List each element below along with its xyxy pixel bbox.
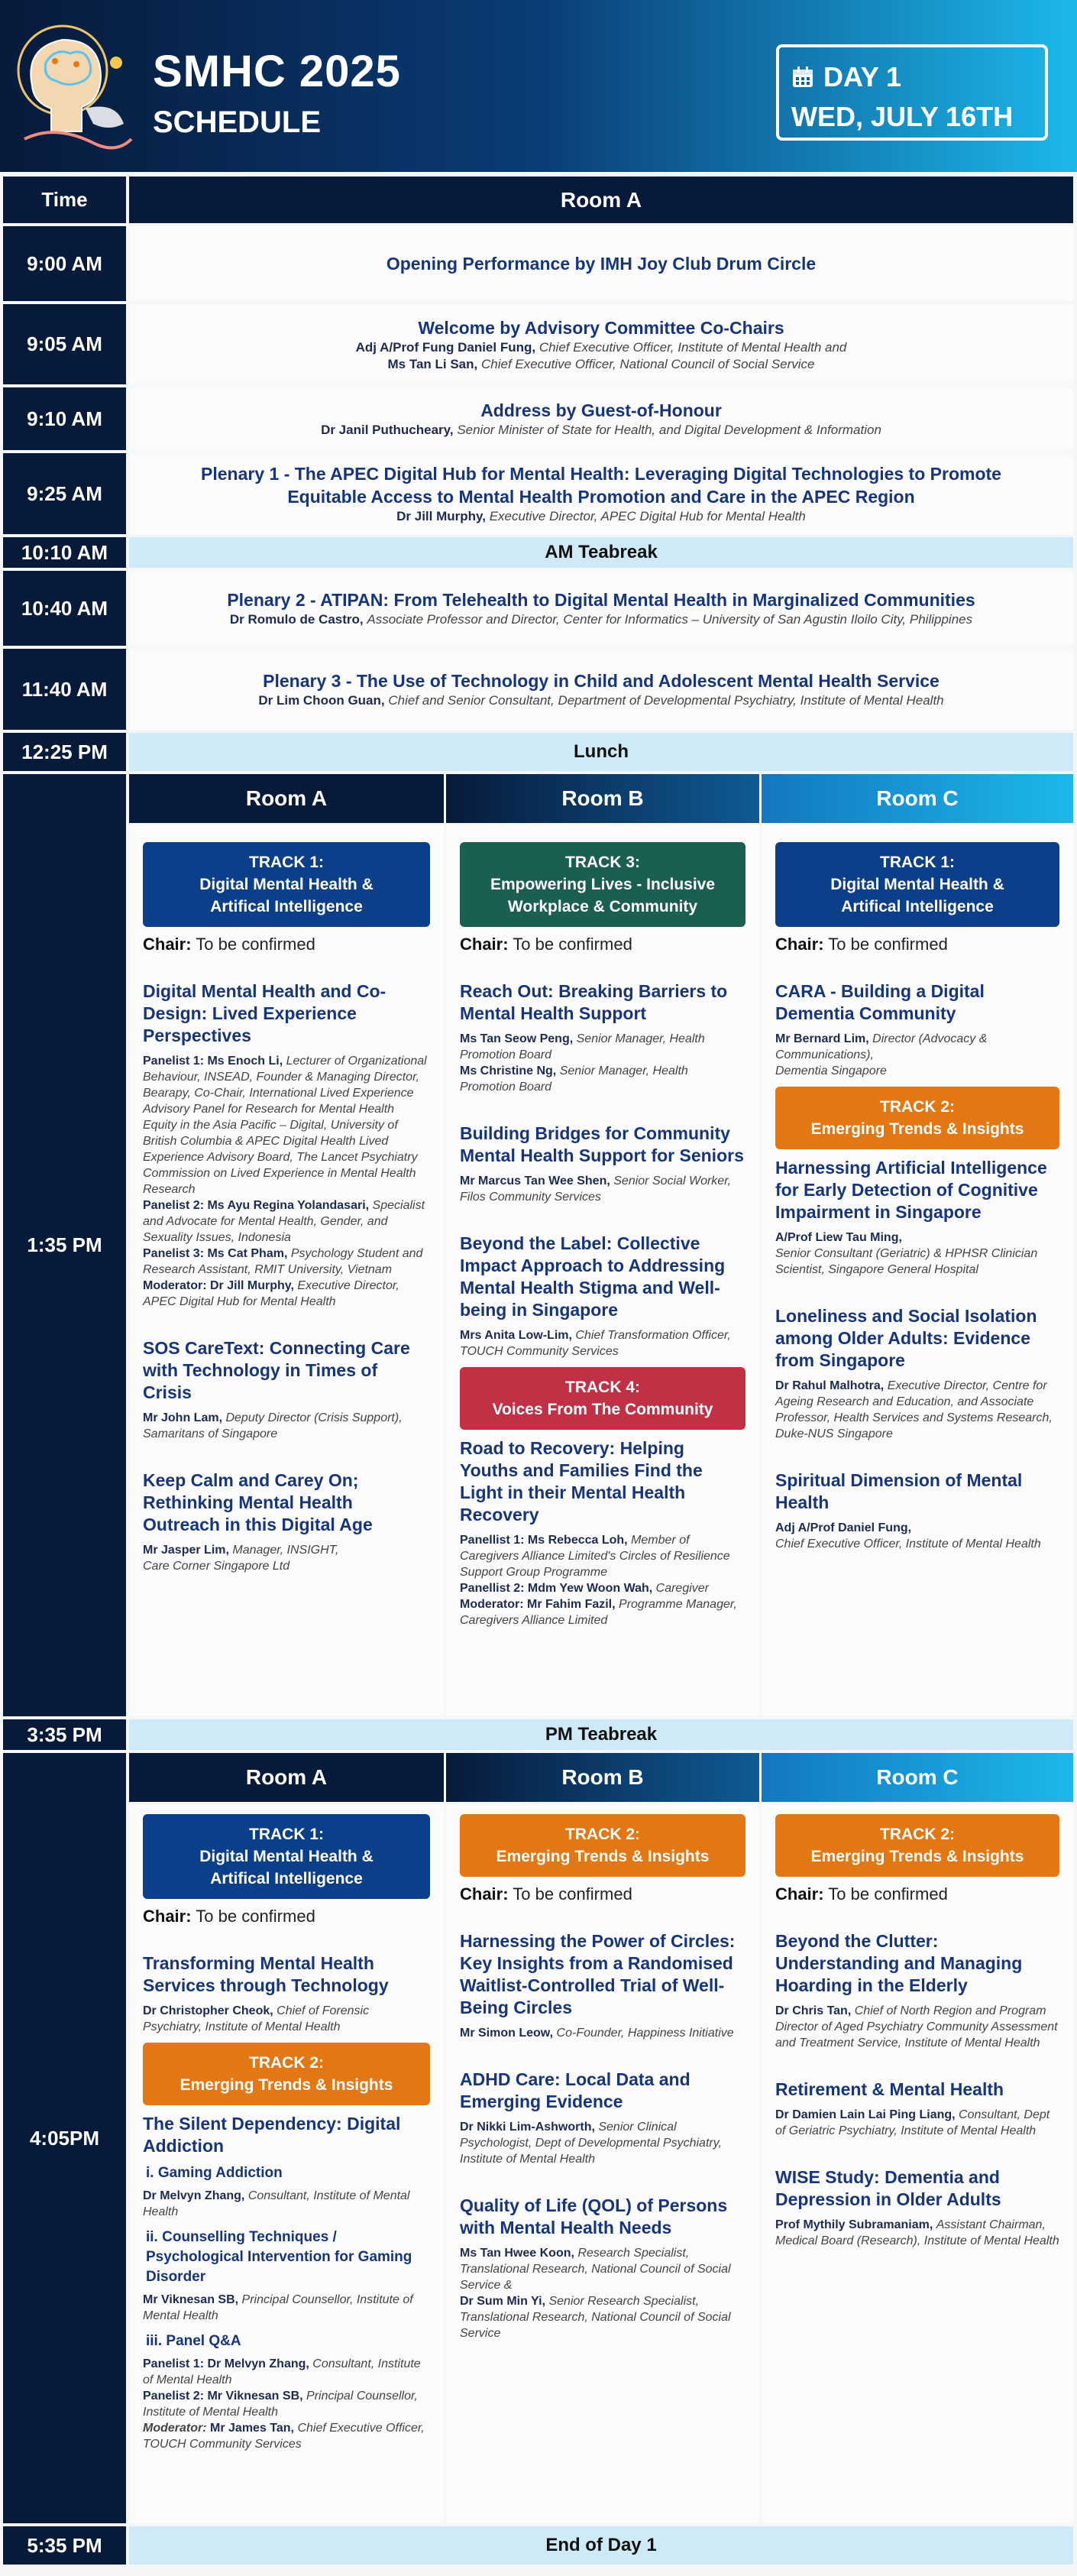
speaker-name: Mr Jasper Lim,: [143, 1544, 229, 1557]
break-label: Lunch: [574, 741, 629, 762]
session1-room-a: [129, 825, 444, 1716]
speaker-name: Ms Christine Ng,: [460, 1064, 557, 1077]
lunch-break: [129, 733, 1073, 771]
room-c-header: Room C: [762, 774, 1073, 823]
speaker-block: [143, 2188, 430, 2220]
page-subtitle: SCHEDULE: [153, 105, 322, 139]
speaker-org: Filos Community Services: [460, 1191, 601, 1204]
speaker-line: [356, 339, 847, 356]
subtopic-title: i. Gaming Addiction: [146, 2165, 283, 2181]
talk-title: Digital Mental Health and Co-Design: Lived Experience Perspectives: [143, 981, 386, 1045]
chair-label: Chair:: [775, 1884, 824, 1904]
time-1735: 5:35 PM: [3, 2526, 126, 2565]
room-header-label: Room A: [560, 187, 642, 212]
end-of-day: [129, 2526, 1073, 2565]
session2-room-b: [446, 1805, 759, 2523]
speaker-role: Chief Executive Officer, Institute of Mental Health: [775, 1537, 1041, 1550]
panelist-role: Member of Caregivers Alliance Limited's Circles of Resilience Support Group Programme: [460, 1534, 730, 1579]
day-label: DAY 1: [823, 61, 902, 92]
speaker-role: Senior Minister of State for Health, and Digital Development & Information: [457, 423, 881, 437]
session2-room-a: [129, 1805, 444, 2523]
speaker-role: Chief of Forensic Psychiatry, Institute of Mental Health: [143, 2004, 370, 2033]
talk-title: Loneliness and Social Isolation among Older Adults: Evidence from Singapore: [775, 1306, 1037, 1370]
speaker-role: Consultant, Institute of Mental Health: [143, 2189, 410, 2218]
speaker-block: [775, 1230, 1059, 1278]
session1-room-b: [446, 825, 759, 1716]
calendar-icon: [791, 66, 814, 89]
page-title: SMHC 2025: [153, 47, 401, 96]
chair-value: To be confirmed: [196, 935, 315, 954]
panelist-name: Panelist 1: Dr Melvyn Zhang,: [143, 2357, 309, 2370]
room-a-header: Room A: [129, 1753, 444, 1802]
speaker-role: Senior Manager, Health Promotion Board: [460, 1032, 705, 1061]
room-a-header: Room A: [129, 774, 444, 823]
speaker-block: [143, 2356, 430, 2452]
chair-value: To be confirmed: [513, 1884, 632, 1904]
speaker-line: [321, 422, 881, 439]
speaker-role: Executive Director, APEC Digital Hub for Mental Health: [489, 509, 806, 523]
speaker-name: Dr Christopher Cheok,: [143, 2004, 273, 2017]
time-0925: 9:25 AM: [3, 453, 126, 534]
time-0905: 9:05 AM: [3, 304, 126, 384]
speaker-block: [775, 1031, 1059, 1079]
speaker-name: Mr Simon Leow,: [460, 2027, 554, 2040]
room-b-header: Room B: [446, 1753, 759, 1802]
speaker-block: [460, 2245, 745, 2341]
speaker-name: Dr Lim Choon Guan,: [258, 693, 385, 708]
speaker-role: Chief Executive Officer, National Council of Social Service: [480, 356, 815, 371]
speaker-org: Dementia Singapore: [775, 1064, 887, 1077]
speaker-name: Mr Marcus Tan Wee Shen,: [460, 1175, 610, 1188]
subtopic-title: iii. Panel Q&A: [146, 2333, 241, 2349]
speaker-org: Care Corner Singapore Ltd: [143, 1560, 290, 1573]
panelist-role: Caregiver: [655, 1582, 709, 1595]
speaker-line: [230, 611, 972, 628]
speaker-name: Ms Tan Seow Peng,: [460, 1032, 574, 1045]
speaker-block: [460, 1532, 745, 1628]
talk-title: SOS CareText: Connecting Care with Technology in Times of Crisis: [143, 1338, 410, 1402]
speaker-role: Chief of North Region and Program Director of Aged Psychiatry Community Assessment and Treatment Service, Institute of Mental Health: [775, 2004, 1058, 2049]
speaker-name: Prof Mythily Subramaniam,: [775, 2218, 933, 2231]
chair-line: [775, 935, 1059, 954]
speaker-role: Chief Executive Officer, Institute of Mental Health and: [538, 339, 847, 355]
mind-logo-icon: [9, 17, 139, 170]
event-plenary-3: [129, 649, 1073, 730]
moderator-role: Chief Executive Officer, TOUCH Community Services: [143, 2422, 425, 2451]
panelist-name: Panelist 3: Ms Cat Pham,: [143, 1247, 288, 1260]
date-box: [776, 44, 1048, 141]
talk-title: Transforming Mental Health Services through Technology: [143, 1953, 389, 1995]
time-1335: 1:35 PM: [3, 774, 126, 1716]
time-1140: 11:40 AM: [3, 649, 126, 730]
event-title: Plenary 1 - The APEC Digital Hub for Mental Health: Leveraging Digital Technologies to Promote Equitable Access to Mental Health Promotion and Care in the APEC Region: [201, 464, 1001, 507]
chair-line: [775, 1884, 1059, 1904]
event-address: [129, 387, 1073, 450]
panelist-role: Principal Counsellor, Institute of Mental Health: [143, 2390, 418, 2419]
speaker-org: Samaritans of Singapore: [143, 1427, 278, 1440]
break-label: AM Teabreak: [545, 542, 658, 562]
event-title: Plenary 2 - ATIPAN: From Telehealth to Digital Mental Health in Marginalized Communities: [227, 590, 975, 610]
speaker-block: [775, 1378, 1059, 1442]
speaker-role: Associate Professor and Director, Center for Informatics – University of San Agustin Iloilo City, Philippines: [367, 612, 973, 627]
room-b-header: Room B: [446, 774, 759, 823]
speaker-role: Consultant, Dept of Geriatric Psychiatry, Institute of Mental Health: [775, 2108, 1050, 2137]
speaker-name: Adj A/Prof Daniel Fung,: [775, 1521, 912, 1534]
speaker-role: Executive Director, Centre for Ageing Research and Education, and Associate Professor, Health Services and Systems Research, Duke-NUS Singapore: [775, 1379, 1053, 1440]
event-title: Address by Guest-of-Honour: [480, 400, 722, 420]
speaker-role: Deputy Director (Crisis Support),: [225, 1411, 403, 1424]
talk-title: Harnessing Artificial Intelligence for Early Detection of Cognitive Impairment in Singapore: [775, 1158, 1047, 1222]
panelist-name: Panelist 1: Ms Enoch Li,: [143, 1055, 283, 1068]
track-2-badge: TRACK 2: Emerging Trends & Insights: [775, 1087, 1059, 1149]
speaker-block: [460, 1173, 745, 1205]
talk-title: Beyond the Clutter: Understanding and Managing Hoarding in the Elderly: [775, 1931, 1023, 1995]
speaker-block: [143, 2003, 430, 2035]
speaker-name: Dr Jill Murphy,: [396, 509, 486, 523]
break-label: End of Day 1: [545, 2535, 657, 2555]
track-2-badge: TRACK 2: Emerging Trends & Insights: [143, 2043, 430, 2105]
panelist-name: Panelist 2: Ms Ayu Regina Yolandasari,: [143, 1199, 370, 1212]
chair-label: Chair:: [460, 935, 509, 954]
speaker-block: [775, 2107, 1059, 2139]
track-4-badge: TRACK 4: Voices From The Community: [460, 1367, 745, 1430]
speaker-block: [775, 1520, 1059, 1552]
panelist-role: Specialist and Advocate for Mental Health, Gender, and Sexuality Issues, Indonesia: [143, 1199, 425, 1244]
chair-label: Chair:: [460, 1884, 509, 1904]
speaker-role: Director (Advocacy & Communications),: [775, 1032, 988, 1061]
speaker-name: Dr Sum Min Yi,: [460, 2295, 546, 2308]
speaker-block: [460, 1327, 745, 1359]
track-1-badge: TRACK 1: Digital Mental Health & Artifical Intelligence: [143, 842, 430, 927]
speaker-role: Senior Social Worker,: [613, 1175, 732, 1188]
speaker-name: Ms Tan Hwee Koon,: [460, 2247, 574, 2260]
speaker-name: Mr Bernard Lim,: [775, 1032, 869, 1045]
speaker-line: [258, 692, 943, 709]
speaker-line: [387, 356, 814, 373]
moderator-name: Moderator: Dr Jill Murphy,: [143, 1279, 294, 1292]
event-title: Opening Performance by IMH Joy Club Drum Circle: [386, 254, 817, 274]
panelist-role: Consultant, Institute of Mental Health: [143, 2357, 421, 2386]
speaker-role: Senior Clinical Psychologist, Dept of Developmental Psychiatry, Institute of Mental Health: [460, 2121, 722, 2166]
talk-title: The Silent Dependency: Digital Addiction: [143, 2114, 401, 2156]
panelist-role: Psychology Student and Research Assistant, RMIT University, Vietnam: [143, 1247, 423, 1276]
moderator-label: Moderator:: [143, 2422, 207, 2435]
event-welcome: [129, 304, 1073, 384]
track-2-badge: TRACK 2: Emerging Trends & Insights: [460, 1814, 745, 1877]
time-1535: 3:35 PM: [3, 1719, 126, 1750]
talk-title: Reach Out: Breaking Barriers to Mental Health Support: [460, 981, 728, 1023]
break-label: PM Teabreak: [545, 1724, 658, 1745]
time-1225: 12:25 PM: [3, 733, 126, 771]
session1-room-c: [762, 825, 1073, 1716]
speaker-block: [460, 2025, 745, 2041]
panelist-name: Panellist 2: Mdm Yew Woon Wah,: [460, 1582, 653, 1595]
time-1605: 4:05PM: [3, 1753, 126, 2523]
panelist-name: Panellist 1: Ms Rebecca Loh,: [460, 1534, 628, 1547]
chair-line: [143, 935, 430, 954]
panelist-name: Panelist 2: Mr Viknesan SB,: [143, 2390, 303, 2403]
moderator-name: Mr James Tan,: [210, 2422, 294, 2435]
event-title: Plenary 3 - The Use of Technology in Child and Adolescent Mental Health Service: [263, 671, 940, 691]
talk-title: Spiritual Dimension of Mental Health: [775, 1470, 1023, 1512]
speaker-block: [143, 1053, 430, 1310]
event-plenary-1: [129, 453, 1073, 534]
speaker-role: Principal Counsellor, Institute of Mental Health: [143, 2293, 413, 2322]
speaker-name: Dr Rahul Malhotra,: [775, 1379, 885, 1392]
talk-title: Retirement & Mental Health: [775, 2079, 1004, 2099]
chair-value: To be confirmed: [828, 935, 948, 954]
pm-teabreak: [129, 1719, 1073, 1750]
speaker-role: Co-Founder, Happiness Initiative: [556, 2027, 734, 2040]
speaker-role: Senior Research Specialist, Translational Research, National Council of Social Service: [460, 2295, 731, 2340]
track-2-badge: TRACK 2: Emerging Trends & Insights: [775, 1814, 1059, 1877]
talk-title: Building Bridges for Community Mental Health Support for Seniors: [460, 1123, 744, 1165]
chair-value: To be confirmed: [828, 1884, 948, 1904]
event-title: Welcome by Advisory Committee Co-Chairs: [418, 317, 784, 338]
speaker-role: Research Specialist, Translational Research, National Council of Social Service &: [460, 2247, 731, 2292]
chair-label: Chair:: [775, 935, 824, 954]
chair-value: To be confirmed: [196, 1907, 315, 1926]
speaker-role: Chief and Senior Consultant, Department of Developmental Psychiatry, Institute of Mental Health: [388, 693, 944, 708]
talk-title: Harnessing the Power of Circles: Key Insights from a Randomised Waitlist-Controlled Trial of Well-Being Circles: [460, 1931, 736, 2017]
moderator-role: Executive Director, APEC Digital Hub for Mental Health: [143, 1279, 399, 1308]
speaker-block: [775, 2217, 1059, 2249]
speaker-name: Dr Janil Puthucheary,: [321, 423, 454, 437]
track-1-badge: TRACK 1: Digital Mental Health & Artifical Intelligence: [143, 1814, 430, 1899]
speaker-name: Dr Chris Tan,: [775, 2004, 852, 2017]
subtopic-title: ii. Counselling Techniques / Psychological Intervention for Gaming Disorder: [146, 2229, 412, 2285]
talk-title: Quality of Life (QOL) of Persons with Mental Health Needs: [460, 2195, 728, 2237]
chair-value: To be confirmed: [513, 935, 632, 954]
event-opening: [129, 226, 1073, 301]
chair-label: Chair:: [143, 1907, 192, 1926]
moderator-role: Programme Manager, Caregivers Alliance Limited: [460, 1598, 737, 1627]
chair-line: [460, 935, 745, 954]
chair-line: [460, 1884, 745, 1904]
speaker-block: [775, 2003, 1059, 2051]
speaker-name: Mr Viknesan SB,: [143, 2293, 239, 2306]
speaker-name: Dr Melvyn Zhang,: [143, 2189, 245, 2202]
speaker-name: Adj A/Prof Fung Daniel Fung,: [355, 339, 536, 355]
talk-title: Road to Recovery: Helping Youths and Families Find the Light in their Mental Health Recovery: [460, 1438, 703, 1525]
speaker-role: Senior Consultant (Geriatric) & HPHSR Clinician Scientist, Singapore General Hospital: [775, 1247, 1038, 1276]
panelist-role: Lecturer of Organizational Behaviour, INSEAD, Founder & Managing Director, Bearapy, Co-Chair, International Lived Experience Advisory Panel for Research for Mental Health Equity in the Asia Pacific – Digital, University of British Columbia & APEC Digital Health Lived Experience Advisory Board, The Lancet Psychiatry Commission on Lived Experience in Mental Health Research: [143, 1055, 427, 1196]
speaker-name: Mrs Anita Low-Lim,: [460, 1329, 572, 1342]
talk-title: Keep Calm and Carey On; Rethinking Mental Health Outreach in this Digital Age: [143, 1470, 373, 1534]
speaker-role: Manager, INSIGHT,: [232, 1544, 339, 1557]
speaker-name: Dr Romulo de Castro,: [229, 612, 364, 627]
time-1040: 10:40 AM: [3, 571, 126, 646]
speaker-role: Senior Manager, Health Promotion Board: [460, 1064, 688, 1094]
time-0900: 9:00 AM: [3, 226, 126, 301]
time-1010: 10:10 AM: [3, 537, 126, 568]
talk-title: ADHD Care: Local Data and Emerging Evidence: [460, 2069, 691, 2111]
time-0910: 9:10 AM: [3, 387, 126, 450]
speaker-block: [143, 2292, 430, 2324]
session2-room-c: [762, 1805, 1073, 2523]
talk-title: Beyond the Label: Collective Impact Approach to Addressing Mental Health Stigma and Well-being in Singapore: [460, 1233, 726, 1320]
speaker-name: Dr Damien Lain Lai Ping Liang,: [775, 2108, 956, 2121]
speaker-block: [460, 2119, 745, 2167]
chair-label: Chair:: [143, 935, 192, 954]
speaker-name: A/Prof Liew Tau Ming,: [775, 1231, 902, 1244]
speaker-name: Dr Nikki Lim-Ashworth,: [460, 2121, 595, 2134]
moderator-name: Moderator: Mr Fahim Fazil,: [460, 1598, 616, 1611]
speaker-name: Mr John Lam,: [143, 1411, 223, 1424]
speaker-name: Ms Tan Li San,: [387, 356, 478, 371]
track-1-badge: TRACK 1: Digital Mental Health & Artifical Intelligence: [775, 842, 1059, 927]
header-banner: [0, 0, 1077, 172]
room-column-header: [129, 177, 1073, 223]
speaker-role: Chief Transformation Officer, TOUCH Community Services: [460, 1329, 731, 1358]
track-3-badge: TRACK 3: Empowering Lives - Inclusive Workplace & Community: [460, 842, 745, 927]
am-teabreak: [129, 537, 1073, 568]
speaker-role: Assistant Chairman, Medical Board (Research), Institute of Mental Health: [775, 2218, 1059, 2247]
room-c-header: Room C: [762, 1753, 1073, 1802]
date-label: WED, JULY 16TH: [791, 101, 1014, 132]
talk-title: WISE Study: Dementia and Depression in Older Adults: [775, 2167, 1001, 2209]
time-column-header: Time: [3, 177, 126, 223]
chair-line: [143, 1907, 430, 1926]
speaker-block: [143, 1410, 430, 1442]
speaker-line: [396, 508, 806, 525]
event-plenary-2: [129, 571, 1073, 646]
speaker-block: [460, 1031, 745, 1095]
talk-title: CARA - Building a Digital Dementia Community: [775, 981, 985, 1023]
speaker-block: [143, 1542, 430, 1574]
